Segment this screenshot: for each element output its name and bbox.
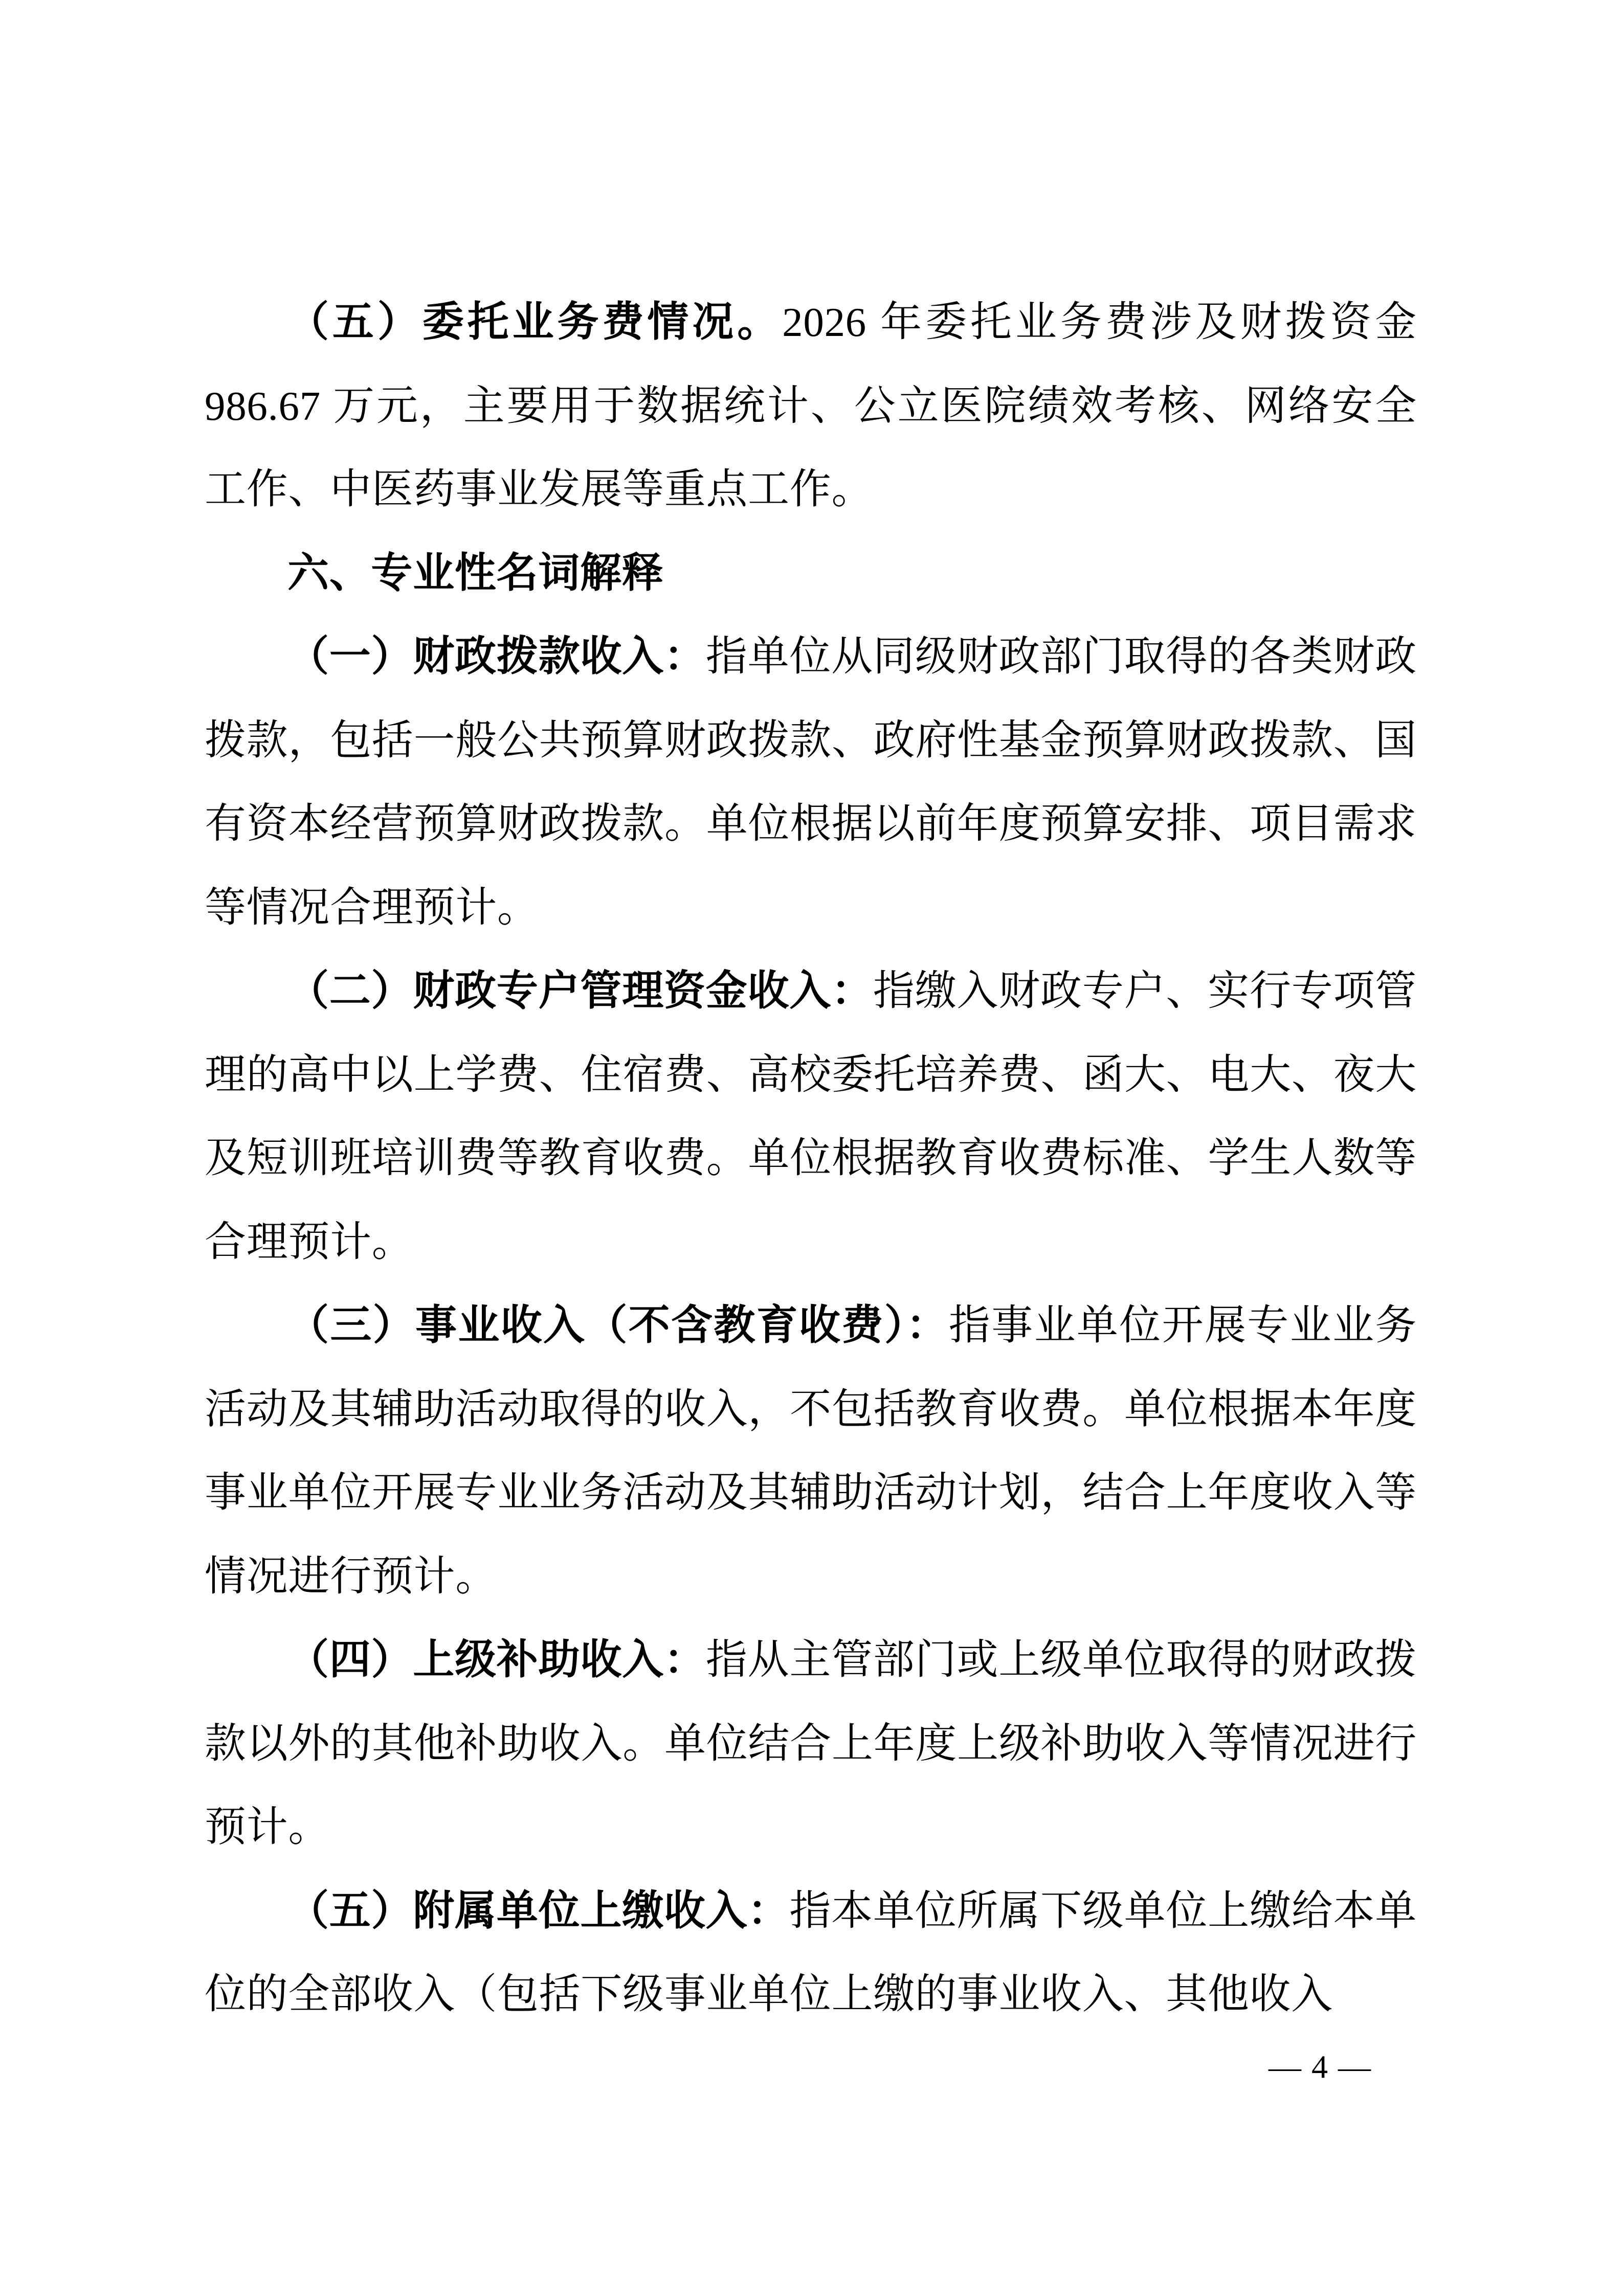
paragraph-text: 2026 年委托业务费涉及财拨资金 986.67 万元，主要用于数据统计、公立医院绩效考核、网络安全工作、中医药事业发展等重点工作。 <box>205 299 1417 512</box>
document-body <box>205 281 1417 2037</box>
paragraph-lead: （一）财政拨款收入： <box>287 634 706 680</box>
paragraph-superior-subsidy-income <box>205 1618 1417 1870</box>
paragraph-fiscal-appropriation-income <box>205 615 1417 950</box>
paragraph-lead: （四）上级补助收入： <box>287 1637 706 1683</box>
paragraph-fiscal-account-funds-income <box>205 950 1417 1284</box>
paragraph-lead: （五）附属单位上缴收入： <box>287 1887 790 1934</box>
section-heading-terms: 六、专业性名词解释 <box>287 550 664 596</box>
paragraph-lead: （二）财政专户管理资金收入： <box>287 968 873 1014</box>
paragraph-lead: （三）事业收入（不含教育收费）： <box>287 1302 949 1348</box>
paragraph-text: 指单位从同级财政部门取得的各类财政拨款，包括一般公共预算财政拨款、政府性基金预算财政拨款、国有资本经营预算财政拨款。单位根据以前年度预算安排、项目需求等情况合理预计。 <box>205 634 1417 931</box>
paragraph-entrusted-services <box>205 281 1417 532</box>
paragraph-text: 指从主管部门或上级单位取得的财政拨款以外的其他补助收入。单位结合上年度上级补助收入等情况进行预计。 <box>205 1637 1417 1850</box>
paragraph-operational-income <box>205 1284 1417 1618</box>
page-number: — 4 — <box>1269 2049 1372 2085</box>
paragraph-text: 指本单位所属下级单位上缴给本单位的全部收入（包括下级事业单位上缴的事业收入、其他收入 <box>205 1887 1417 2017</box>
paragraph-text: 指事业单位开展专业业务活动及其辅助活动取得的收入，不包括教育收费。单位根据本年度事业单位开展专业业务活动及其辅助活动计划，结合上年度收入等情况进行预计。 <box>205 1302 1417 1600</box>
paragraph-lead: （五）委托业务费情况。 <box>287 299 783 345</box>
paragraph-subordinate-remittance-income <box>205 1870 1417 2037</box>
paragraph-text: 指缴入财政专户、实行专项管理的高中以上学费、住宿费、高校委托培养费、函大、电大、夜大及短训班培训费等教育收费。单位根据教育收费标准、学生人数等合理预计。 <box>205 968 1417 1265</box>
